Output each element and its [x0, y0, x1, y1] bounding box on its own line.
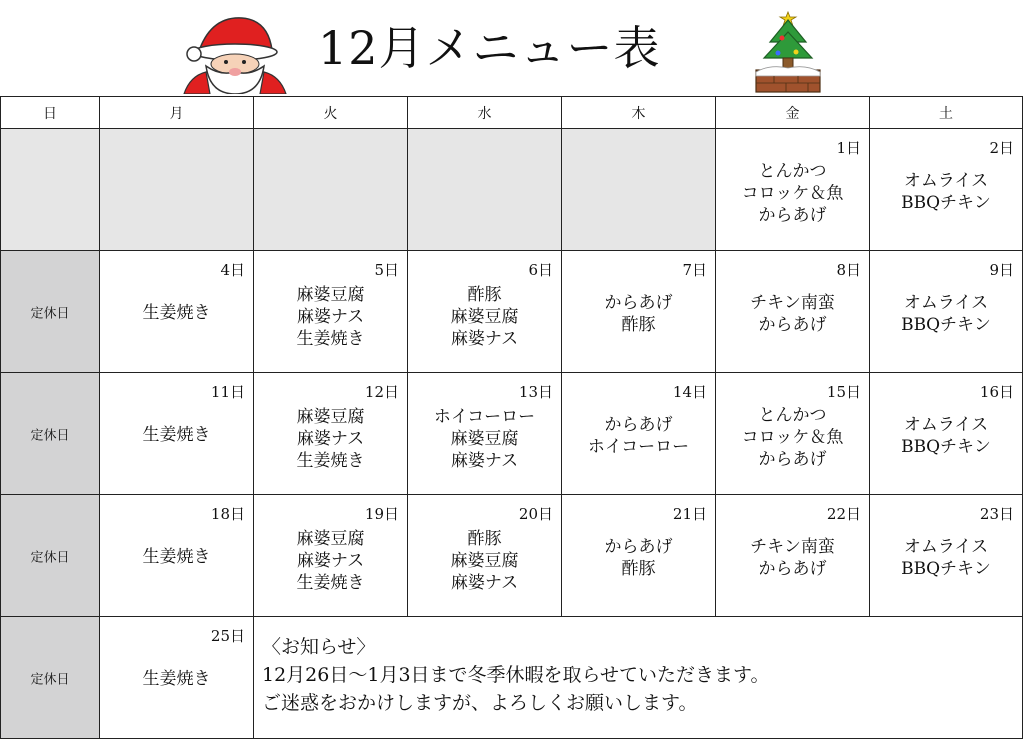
menu-item: BBQチキン [901, 192, 991, 213]
menu-item: 生姜焼き [142, 424, 211, 445]
menu-item: 生姜焼き [296, 329, 365, 349]
weekday-fri: 金 [716, 97, 870, 129]
menu-list [716, 292, 869, 336]
menu-item: からあげ [758, 558, 827, 579]
menu-item: 生姜焼き [296, 573, 365, 593]
page-header [0, 0, 1024, 96]
menu-item: 麻婆ナス [450, 451, 519, 471]
day-cell [254, 251, 408, 373]
day-cell [716, 495, 870, 617]
day-cell [870, 495, 1023, 617]
weekday-sat: 土 [870, 97, 1023, 129]
empty-day-cell [408, 129, 562, 251]
day-number: 8日 [836, 261, 861, 279]
day-cell [408, 495, 562, 617]
day-number: 23日 [979, 505, 1014, 523]
day-number: 25日 [210, 627, 245, 645]
menu-item: とんかつ [758, 160, 827, 181]
menu-list [254, 284, 407, 350]
day-cell [254, 495, 408, 617]
day-number: 20日 [518, 505, 553, 523]
menu-list [100, 302, 253, 324]
menu-list [254, 528, 407, 594]
calendar-week-row [1, 251, 1023, 373]
menu-item: ホイコーロー [587, 436, 690, 457]
santa-icon [180, 14, 290, 94]
day-number: 6日 [528, 261, 553, 279]
menu-list [562, 414, 715, 458]
day-number: 1日 [836, 139, 861, 157]
menu-item: チキン南蛮 [750, 292, 835, 313]
day-cell [716, 373, 870, 495]
weekday-wed: 水 [408, 97, 562, 129]
page-title: 12月メニュー表 [318, 21, 661, 75]
empty-day-cell [1, 129, 100, 251]
menu-item: ホイコーロー [433, 407, 536, 427]
notice-line: ご迷惑をおかけしますが、よろしくお願いします。 [262, 692, 698, 714]
closed-day-label: 定休日 [30, 306, 70, 321]
menu-list [870, 414, 1022, 458]
menu-item: 生姜焼き [142, 302, 211, 323]
weekday-header-row [1, 97, 1023, 129]
day-number: 4日 [220, 261, 245, 279]
menu-item: オムライス [903, 170, 989, 191]
notice-cell [254, 617, 1023, 739]
menu-item: 麻婆ナス [296, 551, 365, 571]
day-cell [100, 617, 254, 739]
empty-day-cell [562, 129, 716, 251]
day-cell [870, 373, 1023, 495]
menu-item: 麻婆豆腐 [296, 529, 365, 549]
day-number: 5日 [374, 261, 399, 279]
menu-item: BBQチキン [901, 314, 991, 335]
menu-calendar [0, 96, 1023, 739]
notice-box [262, 633, 769, 717]
menu-item: 酢豚 [467, 529, 502, 549]
closed-day-cell [1, 373, 100, 495]
menu-list [100, 668, 253, 690]
day-cell [100, 373, 254, 495]
menu-list [562, 292, 715, 336]
menu-item: コロッケ＆魚 [741, 426, 844, 447]
menu-item: 麻婆豆腐 [450, 551, 519, 571]
day-cell [562, 373, 716, 495]
closed-day-cell [1, 495, 100, 617]
day-cell [870, 251, 1023, 373]
calendar-week-row [1, 373, 1023, 495]
day-number: 2日 [989, 139, 1014, 157]
menu-list [870, 292, 1022, 336]
menu-list [100, 546, 253, 568]
menu-item: コロッケ＆魚 [741, 182, 844, 203]
menu-list [408, 406, 561, 472]
notice-line: 12月26日～1月3日まで冬季休暇を取らせていただきます。 [262, 664, 770, 686]
empty-day-cell [254, 129, 408, 251]
closed-day-label: 定休日 [30, 428, 70, 443]
menu-item: からあげ [604, 414, 673, 435]
menu-item: 麻婆豆腐 [450, 307, 519, 327]
menu-item: 麻婆ナス [450, 329, 519, 349]
menu-item: BBQチキン [901, 436, 991, 457]
menu-list [408, 528, 561, 594]
weekday-sun: 日 [1, 97, 100, 129]
day-number: 13日 [518, 383, 553, 401]
day-number: 14日 [672, 383, 707, 401]
menu-item: 生姜焼き [296, 451, 365, 471]
day-cell [716, 251, 870, 373]
day-number: 11日 [210, 383, 245, 401]
weekday-tue: 火 [254, 97, 408, 129]
calendar-week-row [1, 617, 1023, 739]
menu-item: からあげ [604, 292, 673, 313]
menu-item: 生姜焼き [142, 668, 211, 689]
day-number: 19日 [364, 505, 399, 523]
menu-item: オムライス [903, 536, 989, 557]
menu-item: 酢豚 [467, 285, 502, 305]
day-cell [408, 251, 562, 373]
menu-list [716, 404, 869, 470]
day-number: 12日 [364, 383, 399, 401]
weekday-mon: 月 [100, 97, 254, 129]
day-cell [716, 129, 870, 251]
calendar-week-row [1, 495, 1023, 617]
menu-list [870, 536, 1022, 580]
menu-list [254, 406, 407, 472]
menu-item: 麻婆ナス [296, 429, 365, 449]
menu-item: からあげ [758, 314, 827, 335]
closed-day-cell [1, 251, 100, 373]
weekday-thu: 木 [562, 97, 716, 129]
day-cell [408, 373, 562, 495]
menu-item: 麻婆豆腐 [450, 429, 519, 449]
day-cell [100, 251, 254, 373]
menu-list [716, 536, 869, 580]
menu-item: 酢豚 [621, 314, 656, 335]
menu-list [100, 424, 253, 446]
closed-day-label: 定休日 [30, 550, 70, 565]
menu-list [408, 284, 561, 350]
menu-item: 酢豚 [621, 558, 656, 579]
day-cell [254, 373, 408, 495]
menu-item: 麻婆豆腐 [296, 407, 365, 427]
menu-item: 麻婆ナス [296, 307, 365, 327]
menu-list [870, 170, 1022, 214]
day-cell [562, 495, 716, 617]
menu-item: チキン南蛮 [750, 536, 835, 557]
menu-item: からあげ [758, 204, 827, 225]
calendar-week-row [1, 129, 1023, 251]
notice-heading: 〈お知らせ〉 [262, 636, 376, 658]
menu-item: からあげ [604, 536, 673, 557]
menu-item: 麻婆豆腐 [296, 285, 365, 305]
menu-item: オムライス [903, 414, 989, 435]
day-number: 9日 [989, 261, 1014, 279]
day-number: 21日 [672, 505, 707, 523]
closed-day-cell [1, 617, 100, 739]
day-number: 22日 [826, 505, 861, 523]
christmas-tree-icon [750, 8, 826, 94]
day-cell [100, 495, 254, 617]
day-number: 18日 [210, 505, 245, 523]
day-number: 16日 [979, 383, 1014, 401]
menu-list [562, 536, 715, 580]
menu-item: からあげ [758, 448, 827, 469]
day-number: 15日 [826, 383, 861, 401]
menu-list [716, 160, 869, 226]
menu-item: 麻婆ナス [450, 573, 519, 593]
menu-item: 生姜焼き [142, 546, 211, 567]
empty-day-cell [100, 129, 254, 251]
closed-day-label: 定休日 [30, 672, 70, 687]
day-cell [870, 129, 1023, 251]
menu-item: オムライス [903, 292, 989, 313]
day-cell [562, 251, 716, 373]
menu-item: BBQチキン [901, 558, 991, 579]
menu-item: とんかつ [758, 404, 827, 425]
day-number: 7日 [682, 261, 707, 279]
